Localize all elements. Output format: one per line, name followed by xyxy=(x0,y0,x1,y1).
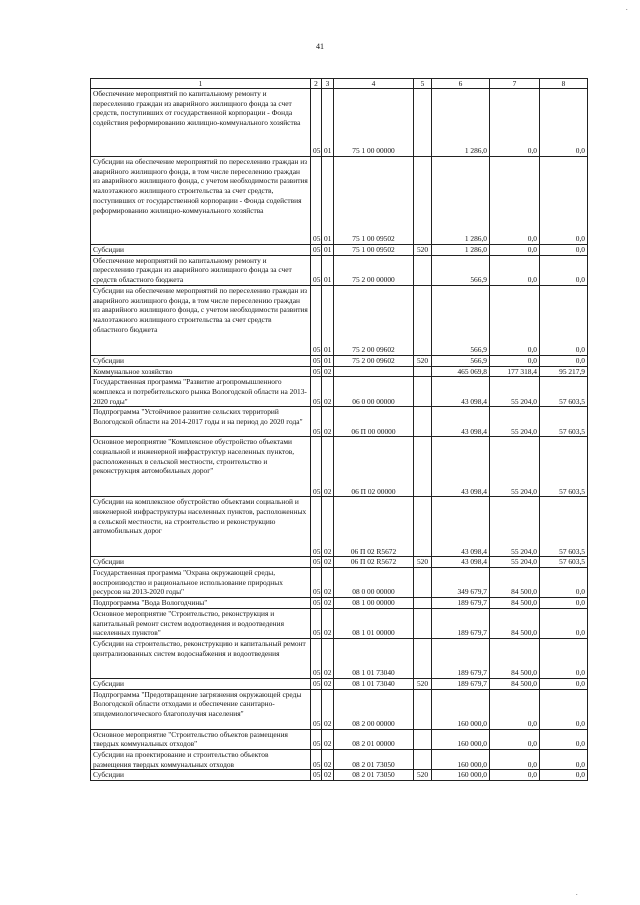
row-vr xyxy=(414,638,432,678)
row-name: Субсидии на строительство, реконструкцию и капитальный ремонт централизованных систем водоснабжения и водоотведения xyxy=(91,638,311,678)
row-vr: 520 xyxy=(414,770,432,781)
row-rz: 05 xyxy=(311,557,322,568)
row-pr: 02 xyxy=(322,377,334,407)
row-value-2: 0,0 xyxy=(490,157,540,245)
row-value-2: 55 204,0 xyxy=(490,437,540,497)
row-name: Субсидии на обеспечение мероприятий по переселению граждан из аварийного жилищного фонда, в том числе переселению граждан из аварийного жилищного фонда, с учетом необходимости развития малоэтажного жилищного строительства за счет средств областного бюджета xyxy=(91,285,311,355)
row-value-3: 0,0 xyxy=(540,608,588,638)
row-value-1: 566,9 xyxy=(432,285,490,355)
row-value-2: 55 204,0 xyxy=(490,497,540,557)
row-vr xyxy=(414,366,432,377)
row-pr: 01 xyxy=(322,285,334,355)
row-vr xyxy=(414,255,432,285)
row-value-1: 1 286,0 xyxy=(432,245,490,256)
row-value-1: 566,9 xyxy=(432,255,490,285)
table-body xyxy=(91,89,588,781)
row-rz: 05 xyxy=(311,245,322,256)
row-csr: 08 2 01 73050 xyxy=(334,750,414,770)
row-value-3: 0,0 xyxy=(540,285,588,355)
row-vr xyxy=(414,568,432,598)
row-vr xyxy=(414,407,432,437)
table-row xyxy=(91,285,588,355)
row-value-3: 95 217,9 xyxy=(540,366,588,377)
table-row xyxy=(91,366,588,377)
row-rz: 05 xyxy=(311,377,322,407)
row-value-1: 189 679,7 xyxy=(432,598,490,609)
row-pr: 01 xyxy=(322,157,334,245)
row-value-3: 57 603,5 xyxy=(540,497,588,557)
row-csr: 08 1 01 73040 xyxy=(334,678,414,689)
table-row xyxy=(91,377,588,407)
row-pr: 02 xyxy=(322,407,334,437)
row-value-2: 55 204,0 xyxy=(490,377,540,407)
row-csr: 08 2 00 00000 xyxy=(334,689,414,729)
row-name: Основное мероприятие "Строительство, реконструкция и капитальный ремонт систем водоотведения и водоотведения населенных пунктов" xyxy=(91,608,311,638)
row-value-3: 0,0 xyxy=(540,355,588,366)
row-name: Субсидии xyxy=(91,245,311,256)
row-value-1: 43 098,4 xyxy=(432,497,490,557)
row-name: Обеспечение мероприятий по капитальному ремонту и переселению граждан из аварийного жилищного фонда за счет средств, поступивших от государственной корпорации - Фонда содействия реформированию жилищно-коммунального хозяйства xyxy=(91,89,311,157)
table-row xyxy=(91,355,588,366)
row-pr: 02 xyxy=(322,366,334,377)
table-row xyxy=(91,407,588,437)
row-value-3: 0,0 xyxy=(540,770,588,781)
row-vr xyxy=(414,285,432,355)
row-value-1: 160 000,0 xyxy=(432,750,490,770)
row-pr: 02 xyxy=(322,689,334,729)
row-rz: 05 xyxy=(311,437,322,497)
row-csr: 75 2 00 09602 xyxy=(334,355,414,366)
row-csr xyxy=(334,366,414,377)
row-csr: 75 1 00 09502 xyxy=(334,245,414,256)
row-name: Государственная программа "Охрана окружающей среды, воспроизводство и рациональное использование природных ресурсов на 2013-2020 годы" xyxy=(91,568,311,598)
table-row xyxy=(91,729,588,749)
row-name: Субсидии xyxy=(91,678,311,689)
row-name: Субсидии xyxy=(91,557,311,568)
row-rz: 05 xyxy=(311,568,322,598)
row-csr: 08 2 01 00000 xyxy=(334,729,414,749)
row-value-2: 84 500,0 xyxy=(490,678,540,689)
row-rz: 05 xyxy=(311,608,322,638)
row-name: Подпрограмма "Вода Вологодчины" xyxy=(91,598,311,609)
table-row xyxy=(91,497,588,557)
row-vr xyxy=(414,608,432,638)
row-value-2: 0,0 xyxy=(490,285,540,355)
row-value-3: 57 603,5 xyxy=(540,557,588,568)
row-name: Обеспечение мероприятий по капитальному ремонту и переселению граждан из аварийного жилищного фонда за счет средств областного бюджета xyxy=(91,255,311,285)
row-value-2: 55 204,0 xyxy=(490,407,540,437)
row-value-2: 0,0 xyxy=(490,89,540,157)
row-csr: 75 1 00 00000 xyxy=(334,89,414,157)
row-value-1: 43 098,4 xyxy=(432,377,490,407)
row-value-3: 0,0 xyxy=(540,638,588,678)
col-header-8: 8 xyxy=(540,79,588,89)
row-vr: 520 xyxy=(414,678,432,689)
row-csr: 06 0 00 00000 xyxy=(334,377,414,407)
row-value-3: 0,0 xyxy=(540,678,588,689)
row-value-2: 0,0 xyxy=(490,355,540,366)
row-value-1: 465 069,8 xyxy=(432,366,490,377)
table-row xyxy=(91,638,588,678)
row-csr: 08 2 01 73050 xyxy=(334,770,414,781)
row-value-1: 189 679,7 xyxy=(432,638,490,678)
table-row xyxy=(91,598,588,609)
row-value-1: 349 679,7 xyxy=(432,568,490,598)
row-pr: 01 xyxy=(322,355,334,366)
row-csr: 06 П 02 R5672 xyxy=(334,557,414,568)
row-rz: 05 xyxy=(311,497,322,557)
row-value-1: 160 000,0 xyxy=(432,689,490,729)
row-rz: 05 xyxy=(311,750,322,770)
row-value-2: 0,0 xyxy=(490,770,540,781)
row-value-3: 0,0 xyxy=(540,89,588,157)
row-pr: 02 xyxy=(322,750,334,770)
row-vr xyxy=(414,437,432,497)
row-name: Коммунальное хозяйство xyxy=(91,366,311,377)
row-csr: 06 П 00 00000 xyxy=(334,407,414,437)
table-header-row xyxy=(91,79,588,89)
row-value-3: 57 603,5 xyxy=(540,407,588,437)
row-value-2: 0,0 xyxy=(490,245,540,256)
row-vr: 520 xyxy=(414,245,432,256)
row-value-3: 57 603,5 xyxy=(540,377,588,407)
row-vr xyxy=(414,497,432,557)
row-rz: 05 xyxy=(311,407,322,437)
row-name: Государственная программа "Развитие агропромышленного комплекса и потребительского рынка Вологодской области на 2013-2020 годы" xyxy=(91,377,311,407)
col-header-2: 2 xyxy=(311,79,322,89)
row-vr xyxy=(414,729,432,749)
table-row xyxy=(91,689,588,729)
row-value-2: 0,0 xyxy=(490,255,540,285)
row-value-1: 43 098,4 xyxy=(432,407,490,437)
row-value-2: 55 204,0 xyxy=(490,557,540,568)
table-row xyxy=(91,157,588,245)
row-value-1: 160 000,0 xyxy=(432,770,490,781)
col-header-1: 1 xyxy=(91,79,311,89)
row-value-2: 0,0 xyxy=(490,729,540,749)
row-name: Субсидии на обеспечение мероприятий по переселению граждан из аварийного жилищного фонда, в том числе переселению граждан из аварийного жилищного фонда, с учетом необходимости развития малоэтажного жилищного строительства за счет средств, поступивших от государственной корпорации - Фонда содействия реформированию жилищно-коммунального хозяйства xyxy=(91,157,311,245)
row-vr xyxy=(414,89,432,157)
row-value-1: 189 679,7 xyxy=(432,608,490,638)
table-row xyxy=(91,255,588,285)
row-pr: 02 xyxy=(322,770,334,781)
row-rz: 05 xyxy=(311,285,322,355)
row-csr: 75 1 00 09502 xyxy=(334,157,414,245)
row-value-1: 43 098,4 xyxy=(432,557,490,568)
row-vr xyxy=(414,689,432,729)
row-csr: 06 П 02 R5672 xyxy=(334,497,414,557)
row-value-2: 84 500,0 xyxy=(490,638,540,678)
table-row xyxy=(91,557,588,568)
row-value-1: 566,9 xyxy=(432,355,490,366)
row-pr: 02 xyxy=(322,638,334,678)
corner-mark: · xyxy=(575,891,578,899)
row-vr: 520 xyxy=(414,557,432,568)
row-name: Подпрограмма "Устойчивое развитие сельских территорий Вологодской области на 2014-2017 годы и на период до 2020 года" xyxy=(91,407,311,437)
row-value-3: 0,0 xyxy=(540,729,588,749)
col-header-5: 5 xyxy=(414,79,432,89)
table-row xyxy=(91,89,588,157)
row-name: Субсидии xyxy=(91,770,311,781)
row-value-3: 0,0 xyxy=(540,598,588,609)
col-header-6: 6 xyxy=(432,79,490,89)
row-rz: 05 xyxy=(311,678,322,689)
row-value-3: 0,0 xyxy=(540,689,588,729)
row-pr: 02 xyxy=(322,557,334,568)
corner-mark: · xyxy=(625,6,628,14)
budget-table xyxy=(90,78,588,781)
row-pr: 02 xyxy=(322,678,334,689)
row-vr: 520 xyxy=(414,355,432,366)
row-value-3: 0,0 xyxy=(540,750,588,770)
row-value-3: 0,0 xyxy=(540,157,588,245)
row-value-2: 84 500,0 xyxy=(490,608,540,638)
table-row xyxy=(91,437,588,497)
page-number: 41 xyxy=(316,42,324,51)
row-pr: 02 xyxy=(322,608,334,638)
row-value-3: 0,0 xyxy=(540,245,588,256)
row-rz: 05 xyxy=(311,89,322,157)
row-csr: 08 1 00 00000 xyxy=(334,598,414,609)
table-row xyxy=(91,568,588,598)
row-name: Субсидии на проектирование и строительство объектов размещения твердых коммунальных отходов xyxy=(91,750,311,770)
row-pr: 02 xyxy=(322,497,334,557)
table-row xyxy=(91,750,588,770)
row-rz: 05 xyxy=(311,157,322,245)
row-pr: 01 xyxy=(322,245,334,256)
col-header-7: 7 xyxy=(490,79,540,89)
row-value-2: 84 500,0 xyxy=(490,568,540,598)
table-row xyxy=(91,245,588,256)
row-name: Основное мероприятие "Комплексное обустройство объектами социальной и инженерной инфраструктур населенных пунктов, расположенных в сельской местности, строительство и реконструкция автомобильных дорог" xyxy=(91,437,311,497)
row-rz: 05 xyxy=(311,366,322,377)
row-rz: 05 xyxy=(311,255,322,285)
row-name: Подпрограмма "Предотвращение загрязнения окружающей среды Вологодской области отходами и обеспечение санитарно-эпидемиологического благополучия населения" xyxy=(91,689,311,729)
row-pr: 01 xyxy=(322,89,334,157)
row-value-3: 57 603,5 xyxy=(540,437,588,497)
row-rz: 05 xyxy=(311,689,322,729)
row-csr: 75 2 00 00000 xyxy=(334,255,414,285)
table-row xyxy=(91,770,588,781)
row-value-2: 0,0 xyxy=(490,689,540,729)
row-rz: 05 xyxy=(311,729,322,749)
row-value-1: 43 098,4 xyxy=(432,437,490,497)
row-name: Основное мероприятие "Строительство объектов размещения твердых коммунальных отходов" xyxy=(91,729,311,749)
row-value-2: 84 500,0 xyxy=(490,598,540,609)
row-vr xyxy=(414,598,432,609)
row-value-2: 177 318,4 xyxy=(490,366,540,377)
row-csr: 08 1 01 00000 xyxy=(334,608,414,638)
table-row xyxy=(91,608,588,638)
table-row xyxy=(91,678,588,689)
row-name: Субсидии на комплексное обустройство объектами социальной и инженерной инфраструктуры населенных пунктов, расположенных в сельской местности, на строительство и реконструкцию автомобильных дорог xyxy=(91,497,311,557)
row-rz: 05 xyxy=(311,638,322,678)
row-value-2: 0,0 xyxy=(490,750,540,770)
row-rz: 05 xyxy=(311,598,322,609)
row-rz: 05 xyxy=(311,355,322,366)
row-value-3: 0,0 xyxy=(540,255,588,285)
row-value-1: 160 000,0 xyxy=(432,729,490,749)
row-vr xyxy=(414,157,432,245)
row-csr: 08 0 00 00000 xyxy=(334,568,414,598)
row-pr: 01 xyxy=(322,255,334,285)
row-value-1: 1 286,0 xyxy=(432,157,490,245)
row-pr: 02 xyxy=(322,729,334,749)
row-csr: 08 1 01 73040 xyxy=(334,638,414,678)
row-value-3: 0,0 xyxy=(540,568,588,598)
row-value-1: 1 286,0 xyxy=(432,89,490,157)
row-rz: 05 xyxy=(311,770,322,781)
row-vr xyxy=(414,377,432,407)
row-pr: 02 xyxy=(322,437,334,497)
col-header-4: 4 xyxy=(334,79,414,89)
row-csr: 75 2 00 09602 xyxy=(334,285,414,355)
row-vr xyxy=(414,750,432,770)
row-csr: 06 П 02 00000 xyxy=(334,437,414,497)
row-value-1: 189 679,7 xyxy=(432,678,490,689)
row-name: Субсидии xyxy=(91,355,311,366)
row-pr: 02 xyxy=(322,598,334,609)
row-pr: 02 xyxy=(322,568,334,598)
col-header-3: 3 xyxy=(322,79,334,89)
